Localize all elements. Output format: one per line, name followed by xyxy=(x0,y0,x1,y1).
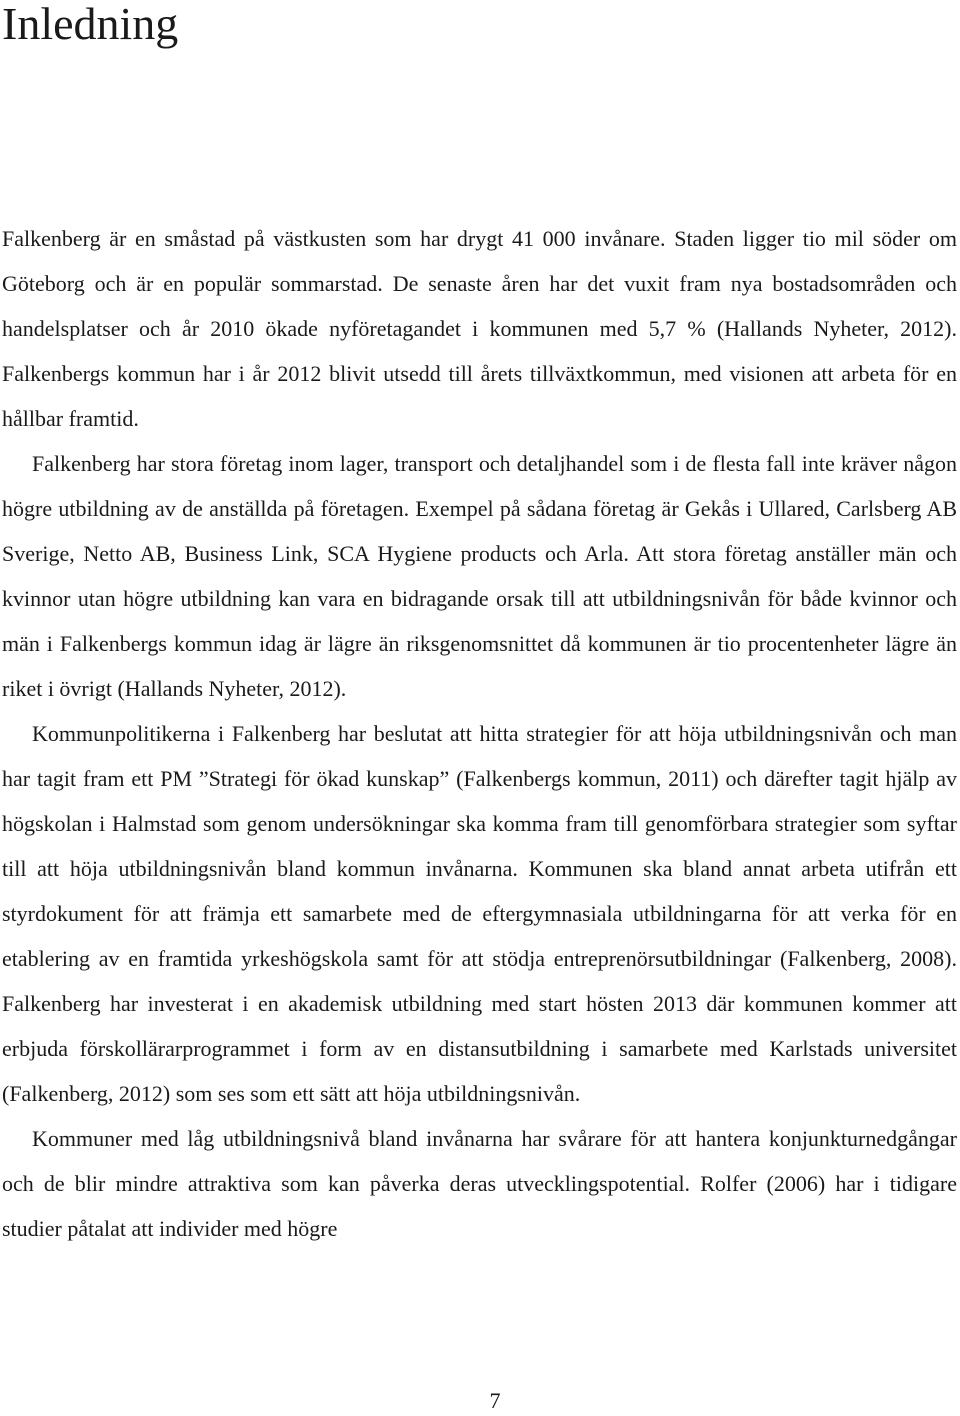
paragraph-companies: Falkenberg har stora företag inom lager, transport och detaljhandel som i de flesta fall inte kräver någon högre utbildning av de anställda på företagen. Exempel på sådana företag är Gekås i Ullared, Carlsberg AB Sverige, Netto AB, Business Link, SCA Hygiene products och Arla. Att stora företag anställer män och kvinnor utan högre utbildning kan vara en bidragande orsak till att utbildningsnivån för både kvinnor och män i Falkenbergs kommun idag är lägre än riksgenomsnittet då kommunen är tio procentenheter lägre än riket i övrigt (Hallands Nyheter, 2012). xyxy=(2,451,957,701)
paragraph-intro: Falkenberg är en småstad på västkusten som har drygt 41 000 invånare. Staden ligger tio mil söder om Göteborg och är en populär sommarstad. De senaste åren har det vuxit fram nya bostadsområden och handelsplatser och år 2010 ökade nyföretagandet i kommunen med 5,7 % (Hallands Nyheter, 2012). Falkenbergs kommun har i år 2012 blivit utsedd till årets tillväxtkommun, med visionen att arbeta för en hållbar framtid. xyxy=(2,226,957,431)
page-number: 7 xyxy=(489,1388,501,1413)
body-text xyxy=(2,216,957,1251)
paragraph-education-level: Kommuner med låg utbildningsnivå bland invånarna har svårare för att hantera konjunkturnedgångar och de blir mindre attraktiva som kan påverka deras utvecklingspotential. Rolfer (2006) har i tidigare studier påtalat att individer med högre xyxy=(2,1126,957,1241)
page-heading: Inledning xyxy=(2,0,179,49)
paragraph-politicians: Kommunpolitikerna i Falkenberg har beslutat att hitta strategier för att höja utbildningsnivån och man har tagit fram ett PM ”Strategi för ökad kunskap” (Falkenbergs kommun, 2011) och därefter tagit hjälp av högskolan i Halmstad som genom undersökningar ska komma fram till genomförbara strategier som syftar till att höja utbildningsnivån bland kommun invånarna. Kommunen ska bland annat arbeta utifrån ett styrdokument för att främja ett samarbete med de eftergymnasiala utbildningarna för att verka för en etablering av en framtida yrkeshögskola samt för att stödja entreprenörsutbildningar (Falkenberg, 2008). Falkenberg har investerat i en akademisk utbildning med start hösten 2013 där kommunen kommer att erbjuda förskollärarprogrammet i form av en distansutbildning i samarbete med Karlstads universitet (Falkenberg, 2012) som ses som ett sätt att höja utbildningsnivån. xyxy=(2,721,957,1106)
